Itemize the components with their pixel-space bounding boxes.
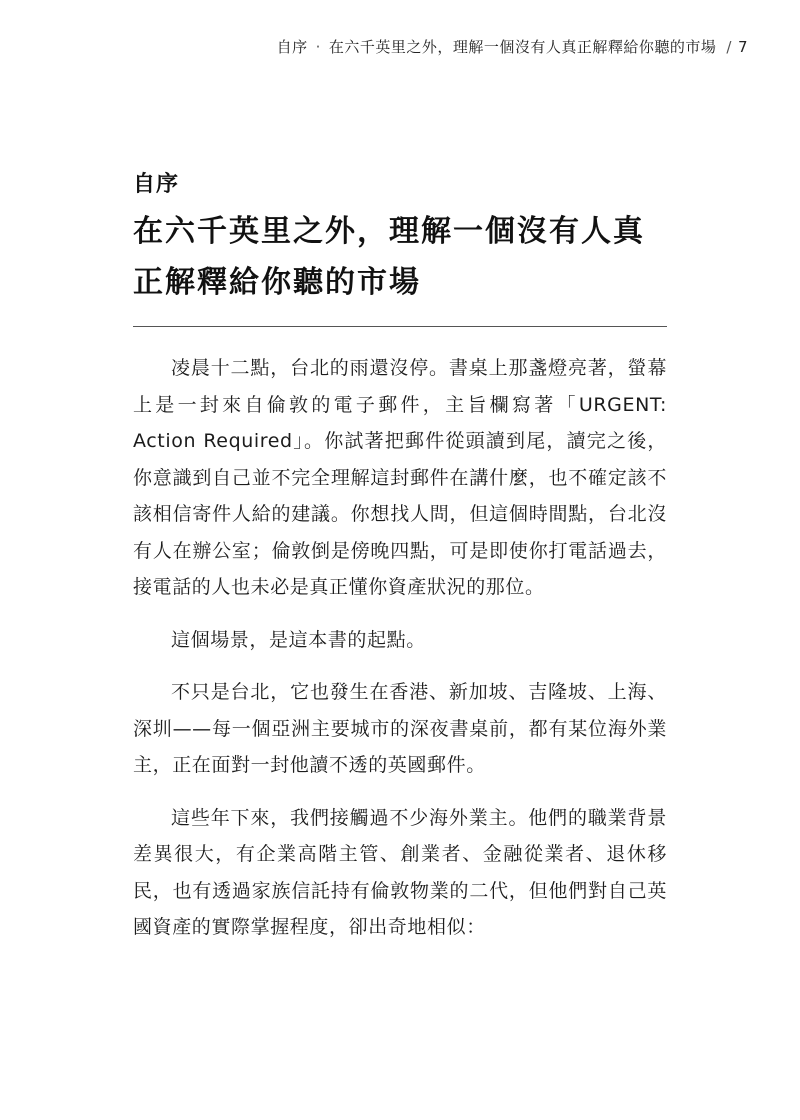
page-number: 7 — [737, 38, 748, 56]
paragraph: 這些年下來，我們接觸過不少海外業主。他們的職業背景差異很大，有企業高階主管、創業者、金融從業者、退休移民，也有透過家族信託持有倫敦物業的二代，但他們對自己英國資產的實際掌握程度，卻出奇地相似： — [133, 806, 667, 938]
header-section: 自序 — [276, 38, 308, 56]
body-text — [133, 350, 667, 962]
title-divider — [133, 326, 667, 327]
chapter-label: 自序 — [133, 172, 180, 197]
header-title: 在六千英里之外，理解一個沒有人真正解釋給你聽的市場 — [328, 38, 717, 56]
running-header — [277, 36, 748, 57]
paragraph: 不只是台北，它也發生在香港、新加坡、吉隆坡、上海、深圳——每一個亞洲主要城市的深夜書桌前，都有某位海外業主，正在面對一封他讀不透的英國郵件。 — [133, 681, 667, 776]
header-separator: · — [315, 38, 321, 56]
header-slash: / — [726, 38, 732, 56]
paragraph: 這個場景，是這本書的起點。 — [171, 628, 426, 651]
paragraph: 凌晨十二點，台北的雨還沒停。書桌上那盞燈亮著，螢幕上是一封來自倫敦的電子郵件，主旨欄寫著「URGENT: Action Required」。你試著把郵件從頭讀到尾，讀完之後，你意識到自己並不完全理解這封郵件在講什麼，也不確定該不該相信寄件人給的建議。你想找人問，但這個時間點，台北沒有人在辦公室；倫敦倒是傍晚四點，可是即使你打電話過去，接電話的人也未必是真正懂你資產狀況的那位。 — [133, 357, 667, 598]
chapter-title: 在六千英里之外，理解一個沒有人真正解釋給你聽的市場 — [133, 214, 645, 300]
